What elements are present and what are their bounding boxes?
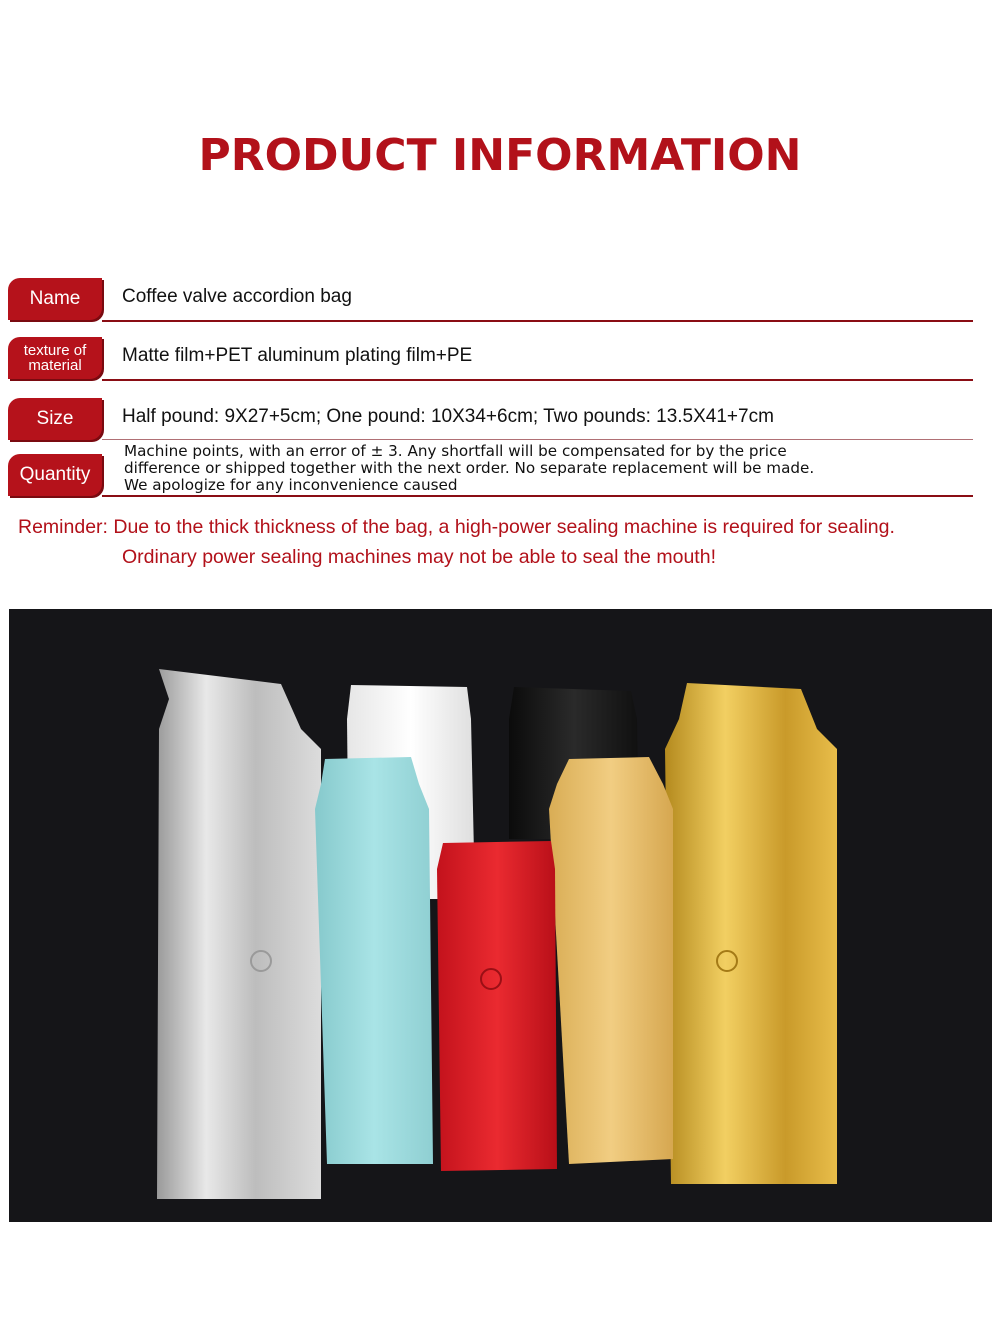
red-bag	[437, 841, 557, 1171]
quantity-line-1: Machine points, with an error of ± 3. Any shortfall will be compensated for by the price	[124, 442, 787, 460]
label-badge-material-line2: material	[28, 357, 82, 374]
label-badge-quantity: Quantity	[8, 454, 102, 496]
label-badge-material-line1: texture of	[23, 342, 87, 359]
info-row-quantity	[8, 442, 973, 498]
silver-bag	[157, 669, 321, 1199]
size-value: Half pound: 9X27+5cm; One pound: 10X34+6cm; Two pounds: 13.5X41+7cm	[122, 406, 774, 427]
row-divider	[102, 439, 973, 440]
kraft-bag	[549, 757, 673, 1164]
material-value: Matte film+PET aluminum plating film+PE	[122, 345, 473, 366]
row-divider	[102, 495, 973, 497]
reminder-line-2: Ordinary power sealing machines may not be able to seal the mouth!	[122, 546, 716, 568]
light-blue-bag	[315, 757, 433, 1164]
info-row-size	[8, 398, 973, 442]
bags-illustration	[9, 609, 992, 1222]
reminder-line-1: Reminder: Due to the thick thickness of the bag, a high-power sealing machine is required for sealing.	[18, 516, 895, 538]
info-row-name	[8, 278, 973, 322]
quantity-line-3: We apologize for any inconvenience caused	[124, 476, 458, 494]
label-badge-size: Size	[8, 398, 102, 440]
quantity-line-2: difference or shipped together with the next order. No separate replacement will be made.	[124, 459, 815, 477]
label-badge-material	[8, 337, 102, 379]
label-badge-name: Name	[8, 278, 102, 320]
name-value: Coffee valve accordion bag	[122, 286, 352, 307]
info-row-material	[8, 337, 973, 383]
row-divider	[102, 379, 973, 381]
product-photo	[9, 609, 992, 1222]
page-title: PRODUCT INFORMATION	[198, 130, 802, 181]
row-divider	[102, 320, 973, 322]
gold-bag	[665, 683, 837, 1184]
